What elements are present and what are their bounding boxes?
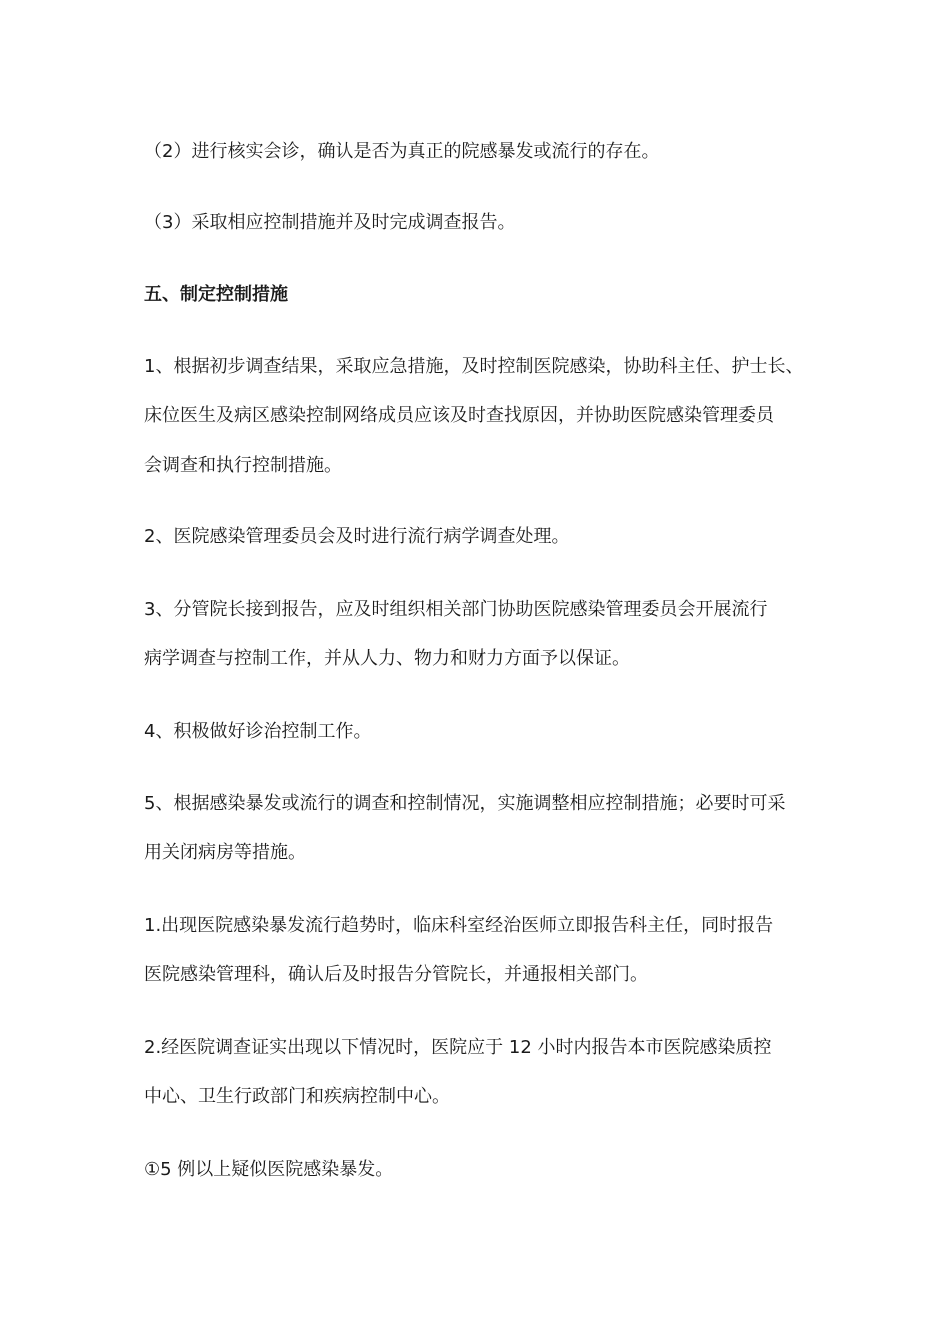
paragraph-line: 3、分管院长接到报告，应及时组织相关部门协助医院感染管理委员会开展流行 (144, 599, 768, 620)
paragraph-line: ①5 例以上疑似医院感染暴发。 (144, 1159, 394, 1180)
paragraph-line: 床位医生及病区感染控制网络成员应该及时查找原因，并协助医院感染管理委员 (144, 405, 774, 426)
paragraph-line: 1.出现医院感染暴发流行趋势时，临床科室经治医师立即报告科主任，同时报告 (144, 915, 774, 936)
paragraph-line: 医院感染管理科，确认后及时报告分管院长，并通报相关部门。 (144, 964, 648, 985)
paragraph-line: 病学调查与控制工作，并从人力、物力和财力方面予以保证。 (144, 648, 630, 669)
paragraph-line: 2.经医院调查证实出现以下情况时，医院应于 12 小时内报告本市医院感染质控 (144, 1037, 772, 1058)
paragraph-line: 会调查和执行控制措施。 (144, 455, 342, 476)
section-heading: 五、制定控制措施 (144, 284, 288, 305)
paragraph-line: 中心、卫生行政部门和疾病控制中心。 (144, 1086, 450, 1107)
paragraph-line: 用关闭病房等措施。 (144, 842, 306, 863)
paragraph-line: 2、医院感染管理委员会及时进行流行病学调查处理。 (144, 526, 570, 547)
paragraph-line: 5、根据感染暴发或流行的调查和控制情况，实施调整相应控制措施；必要时可采 (144, 793, 786, 814)
paragraph-line: （2）进行核实会诊，确认是否为真正的院感暴发或流行的存在。 (144, 141, 660, 162)
paragraph-line: 4、积极做好诊治控制工作。 (144, 721, 372, 742)
paragraph-line: 1、根据初步调查结果，采取应急措施，及时控制医院感染，协助科主任、护士长、 (144, 356, 804, 377)
paragraph-line: （3）采取相应控制措施并及时完成调查报告。 (144, 212, 516, 233)
